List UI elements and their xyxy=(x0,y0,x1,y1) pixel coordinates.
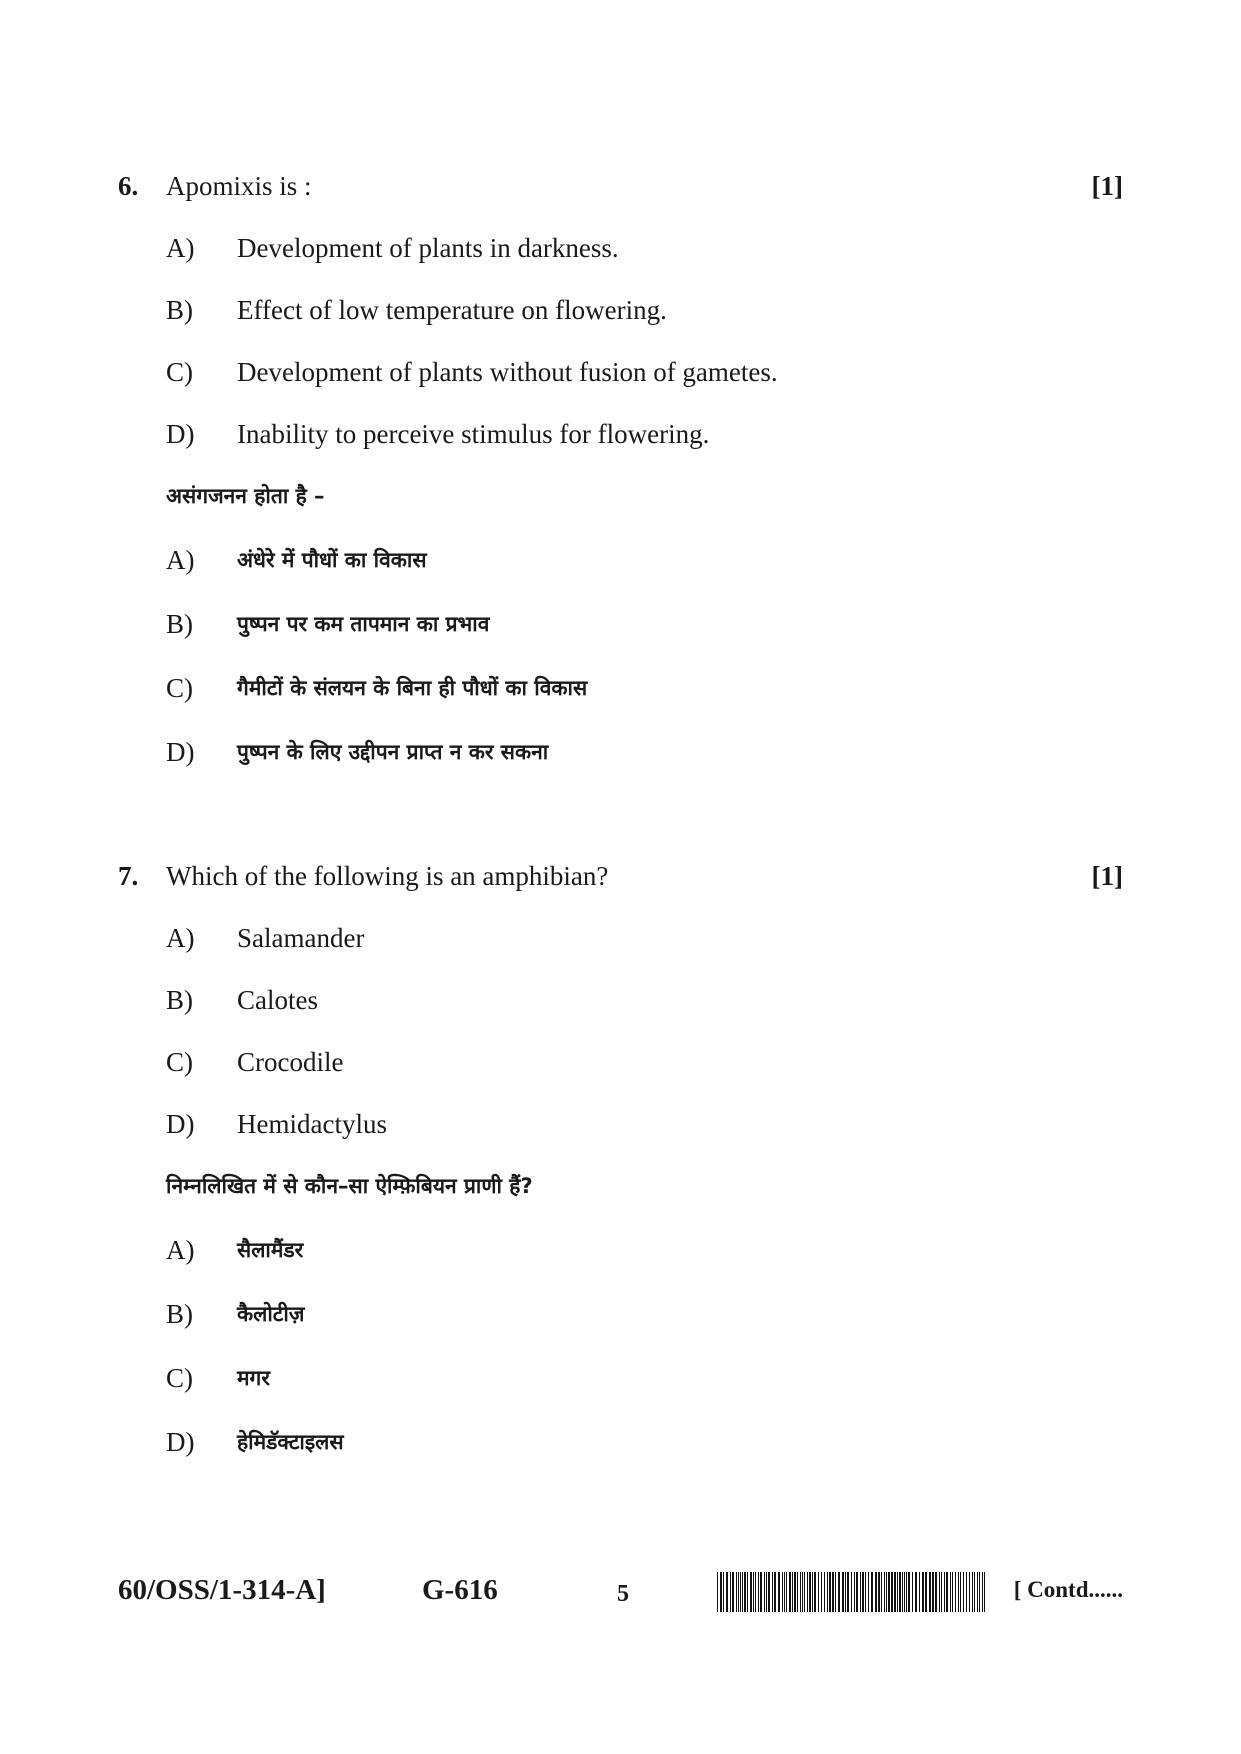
option-text: Effect of low temperature on flowering. xyxy=(237,295,667,325)
question-6 xyxy=(118,166,1123,772)
option-letter: C) xyxy=(166,1047,193,1077)
option-c-hindi xyxy=(118,668,1123,708)
option-letter: D) xyxy=(166,419,195,449)
question-text-english: Which of the following is an amphibian? xyxy=(166,861,609,891)
option-text: Inability to perceive stimulus for flowering. xyxy=(237,419,710,449)
option-text: Salamander xyxy=(237,923,365,953)
option-letter: C) xyxy=(166,1363,193,1393)
option-letter: A) xyxy=(166,923,195,953)
option-text: अंधेरे में पौधों का विकास xyxy=(237,548,427,572)
question-marks: [1] xyxy=(1091,171,1123,201)
option-c-english xyxy=(118,1042,1123,1082)
question-header xyxy=(118,856,1123,896)
paper-series: G-616 xyxy=(422,1574,498,1606)
option-a-english xyxy=(118,228,1123,268)
question-marks: [1] xyxy=(1091,861,1123,891)
continued-label: [ Contd...... xyxy=(1013,1577,1123,1602)
option-text: Development of plants in darkness. xyxy=(237,233,619,263)
barcode-image xyxy=(717,1572,987,1612)
option-text: हेमिडॅक्टाइलस xyxy=(237,1430,344,1454)
question-text-hindi-row xyxy=(118,1166,1123,1206)
option-letter: C) xyxy=(166,673,193,703)
question-number: 7. xyxy=(118,861,139,891)
option-d-english xyxy=(118,1104,1123,1144)
option-text: पुष्पन पर कम तापमान का प्रभाव xyxy=(237,612,490,636)
question-header xyxy=(118,166,1123,206)
option-letter: D) xyxy=(166,1109,195,1139)
question-text-hindi: निम्नलिखित में से कौन–सा ऐम्फ़िबियन प्राणी हैं? xyxy=(166,1174,533,1198)
option-a-hindi xyxy=(118,540,1123,580)
option-letter: A) xyxy=(166,545,195,575)
option-a-english xyxy=(118,918,1123,958)
option-letter: B) xyxy=(166,1299,193,1329)
option-text: Hemidactylus xyxy=(237,1109,387,1139)
option-letter: B) xyxy=(166,609,193,639)
option-b-english xyxy=(118,980,1123,1020)
option-text: Crocodile xyxy=(237,1047,344,1077)
option-letter: B) xyxy=(166,295,193,325)
question-text-hindi-row xyxy=(118,476,1123,516)
option-c-english xyxy=(118,352,1123,392)
question-text-hindi: असंगजनन होता है – xyxy=(166,484,325,508)
option-b-english xyxy=(118,290,1123,330)
option-text: Development of plants without fusion of gametes. xyxy=(237,357,778,387)
option-letter: D) xyxy=(166,737,195,767)
option-d-hindi xyxy=(118,732,1123,772)
option-d-hindi xyxy=(118,1422,1123,1462)
option-letter: A) xyxy=(166,233,195,263)
option-b-hindi xyxy=(118,604,1123,644)
option-letter: B) xyxy=(166,985,193,1015)
option-letter: D) xyxy=(166,1427,195,1457)
option-text: मगर xyxy=(237,1366,270,1390)
question-text-english: Apomixis is : xyxy=(166,171,312,201)
option-b-hindi xyxy=(118,1294,1123,1334)
paper-code: 60/OSS/1-314-A] xyxy=(118,1574,326,1606)
option-letter: C) xyxy=(166,357,193,387)
question-number: 6. xyxy=(118,171,139,201)
page-number: 5 xyxy=(617,1581,629,1607)
option-text: कैलोटीज़ xyxy=(237,1302,305,1326)
page-footer xyxy=(118,1568,1123,1612)
option-c-hindi xyxy=(118,1358,1123,1398)
question-7 xyxy=(118,856,1123,1462)
option-letter: A) xyxy=(166,1235,195,1265)
option-text: सैलामैंडर xyxy=(237,1238,304,1262)
option-text: पुष्पन के लिए उद्दीपन प्राप्त न कर सकना xyxy=(237,740,549,764)
option-text: Calotes xyxy=(237,985,318,1015)
option-d-english xyxy=(118,414,1123,454)
option-a-hindi xyxy=(118,1230,1123,1270)
option-text: गैमीटों के संलयन के बिना ही पौधों का विकास xyxy=(237,676,588,700)
